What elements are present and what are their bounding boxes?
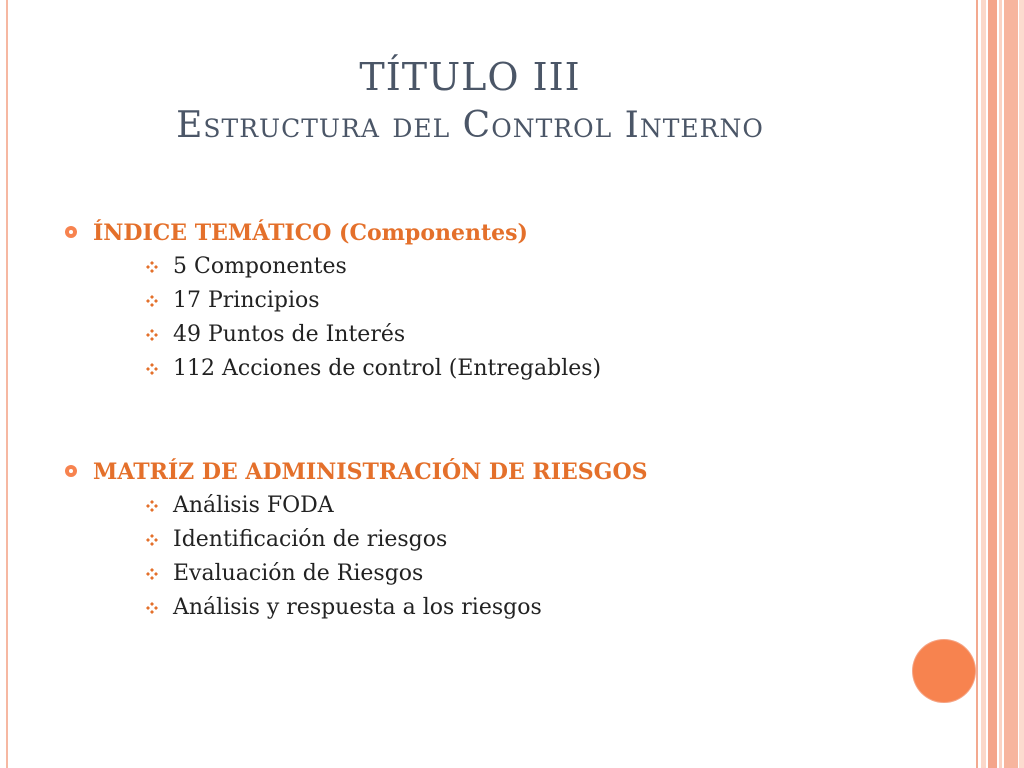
section-heading-row [60,216,940,250]
right-stripe-1 [976,0,978,768]
right-stripe-4 [999,0,1002,768]
sub-list [60,250,940,386]
list-item-text: Identificación de riesgos [173,527,448,552]
list-item [60,318,940,352]
title-line-1: TÍTULO III [359,55,581,99]
list-item [60,489,940,523]
right-stripe-2 [981,0,986,768]
orange-circle-icon [913,640,975,702]
list-item-text: 17 Principios [173,288,320,313]
four-diamond-bullet-icon [146,329,158,341]
left-border-line [6,0,8,768]
section-matriz-riesgos [60,455,940,625]
title-line-2: Estructura del Control Interno [176,105,764,146]
right-stripe-5 [1004,0,1018,768]
four-diamond-bullet-icon [146,602,158,614]
list-item-text: Análisis y respuesta a los riesgos [173,595,542,620]
list-item [60,591,940,625]
section-heading: ÍNDICE TEMÁTICO (Componentes) [93,220,528,246]
list-item-text: 49 Puntos de Interés [173,322,406,347]
sub-list [60,489,940,625]
four-diamond-bullet-icon [146,568,158,580]
section-heading: MATRÍZ DE ADMINISTRACIÓN DE RIESGOS [93,459,648,485]
orange-ring-bullet-icon [65,226,77,238]
list-item-text: Evaluación de Riesgos [173,561,424,586]
list-item [60,250,940,284]
list-item [60,284,940,318]
four-diamond-bullet-icon [146,534,158,546]
orange-ring-bullet-icon [65,465,77,477]
list-item [60,557,940,591]
right-stripe-6 [1019,0,1024,768]
slide-title [40,52,900,150]
four-diamond-bullet-icon [146,363,158,375]
section-indice-tematico [60,216,940,386]
right-stripe-3 [988,0,997,768]
list-item [60,352,940,386]
section-heading-row [60,455,940,489]
list-item-text: 112 Acciones de control (Entregables) [173,356,602,381]
list-item-text: Análisis FODA [173,493,334,518]
four-diamond-bullet-icon [146,295,158,307]
four-diamond-bullet-icon [146,261,158,273]
four-diamond-bullet-icon [146,500,158,512]
list-item-text: 5 Componentes [173,254,347,279]
list-item [60,523,940,557]
